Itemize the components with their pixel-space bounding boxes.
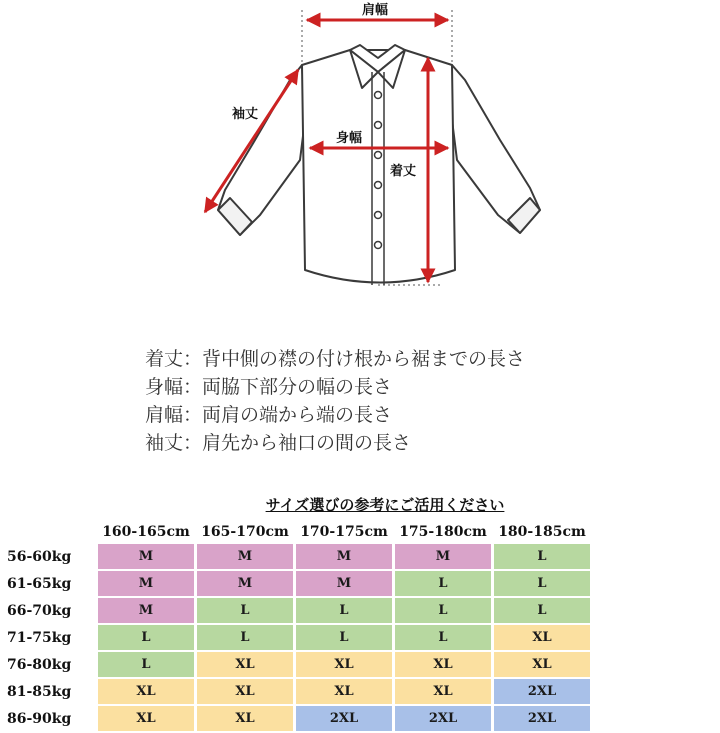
definition-term: 肩幅 [145,404,184,426]
definition-separator: ： [183,404,203,426]
size-cell: XL [197,706,293,731]
size-table-row [3,706,590,731]
height-header: 175-180cm [399,524,487,540]
size-cell: XL [395,652,491,677]
shirt-measurement-diagram [0,0,720,310]
size-cell: XL [197,652,293,677]
size-cell: 2XL [296,706,392,731]
size-cell: M [197,571,293,596]
size-cell: L [98,652,194,677]
definition-text: 両脇下部分の幅の長さ [202,376,393,398]
definition-separator: ： [183,376,203,398]
definition-row [145,401,665,429]
size-table-row [3,598,590,623]
definition-separator: ： [183,348,203,370]
size-table-row [3,679,590,704]
size-table [0,520,593,733]
definition-text: 肩先から袖口の間の長さ [202,432,412,454]
size-table-row [3,571,590,596]
size-cell: L [197,598,293,623]
shoulder-width-label: 肩幅 [362,3,389,18]
weight-label: 76-80kg [7,656,72,673]
size-table-corner [3,522,95,542]
size-cell: M [296,544,392,569]
weight-label: 56-60kg [7,548,72,565]
size-cell: XL [296,679,392,704]
size-table-row [3,625,590,650]
definition-text: 両肩の端から端の長さ [202,404,393,426]
sleeve-length-label: 袖丈 [232,107,259,122]
size-cell: L [296,625,392,650]
definition-term: 袖丈 [145,432,184,454]
size-table-row [3,652,590,677]
size-cell: L [98,625,194,650]
size-cell: XL [197,679,293,704]
definition-term: 着丈 [145,348,184,370]
weight-label: 71-75kg [7,629,72,646]
size-cell: L [494,571,590,596]
definition-separator: ： [183,432,203,454]
size-cell: M [395,544,491,569]
size-cell: XL [395,679,491,704]
definition-row [145,345,665,373]
size-cell: L [494,598,590,623]
size-cell: 2XL [395,706,491,731]
size-table-row [3,544,590,569]
size-table-title: サイズ選びの参考にご活用ください [265,496,505,514]
size-table-header-row [3,522,590,542]
weight-label: 81-85kg [7,683,72,700]
size-cell: L [395,598,491,623]
definition-row [145,429,665,457]
height-header: 180-185cm [498,524,586,540]
size-cell: M [98,598,194,623]
weight-label: 66-70kg [7,602,72,619]
size-cell: M [197,544,293,569]
size-cell: M [98,544,194,569]
size-cell: 2XL [494,679,590,704]
definition-term: 身幅 [145,376,184,398]
size-cell: L [395,625,491,650]
size-cell: M [98,571,194,596]
size-cell: L [494,544,590,569]
length-label: 着丈 [390,164,417,179]
weight-label: 61-65kg [7,575,72,592]
size-cell: M [296,571,392,596]
definition-row [145,373,665,401]
body-width-label: 身幅 [336,131,363,146]
size-cell: L [395,571,491,596]
measurement-definitions [145,345,665,457]
size-cell: L [296,598,392,623]
height-header: 170-175cm [300,524,388,540]
size-cell: 2XL [494,706,590,731]
size-cell: XL [494,625,590,650]
height-header: 165-170cm [201,524,289,540]
size-cell: XL [98,706,194,731]
height-header: 160-165cm [102,524,190,540]
size-table-body [3,544,590,731]
size-cell: L [197,625,293,650]
weight-label: 86-90kg [7,710,72,727]
size-cell: XL [296,652,392,677]
size-cell: XL [98,679,194,704]
definition-text: 背中側の襟の付け根から裾までの長さ [202,348,526,370]
size-cell: XL [494,652,590,677]
